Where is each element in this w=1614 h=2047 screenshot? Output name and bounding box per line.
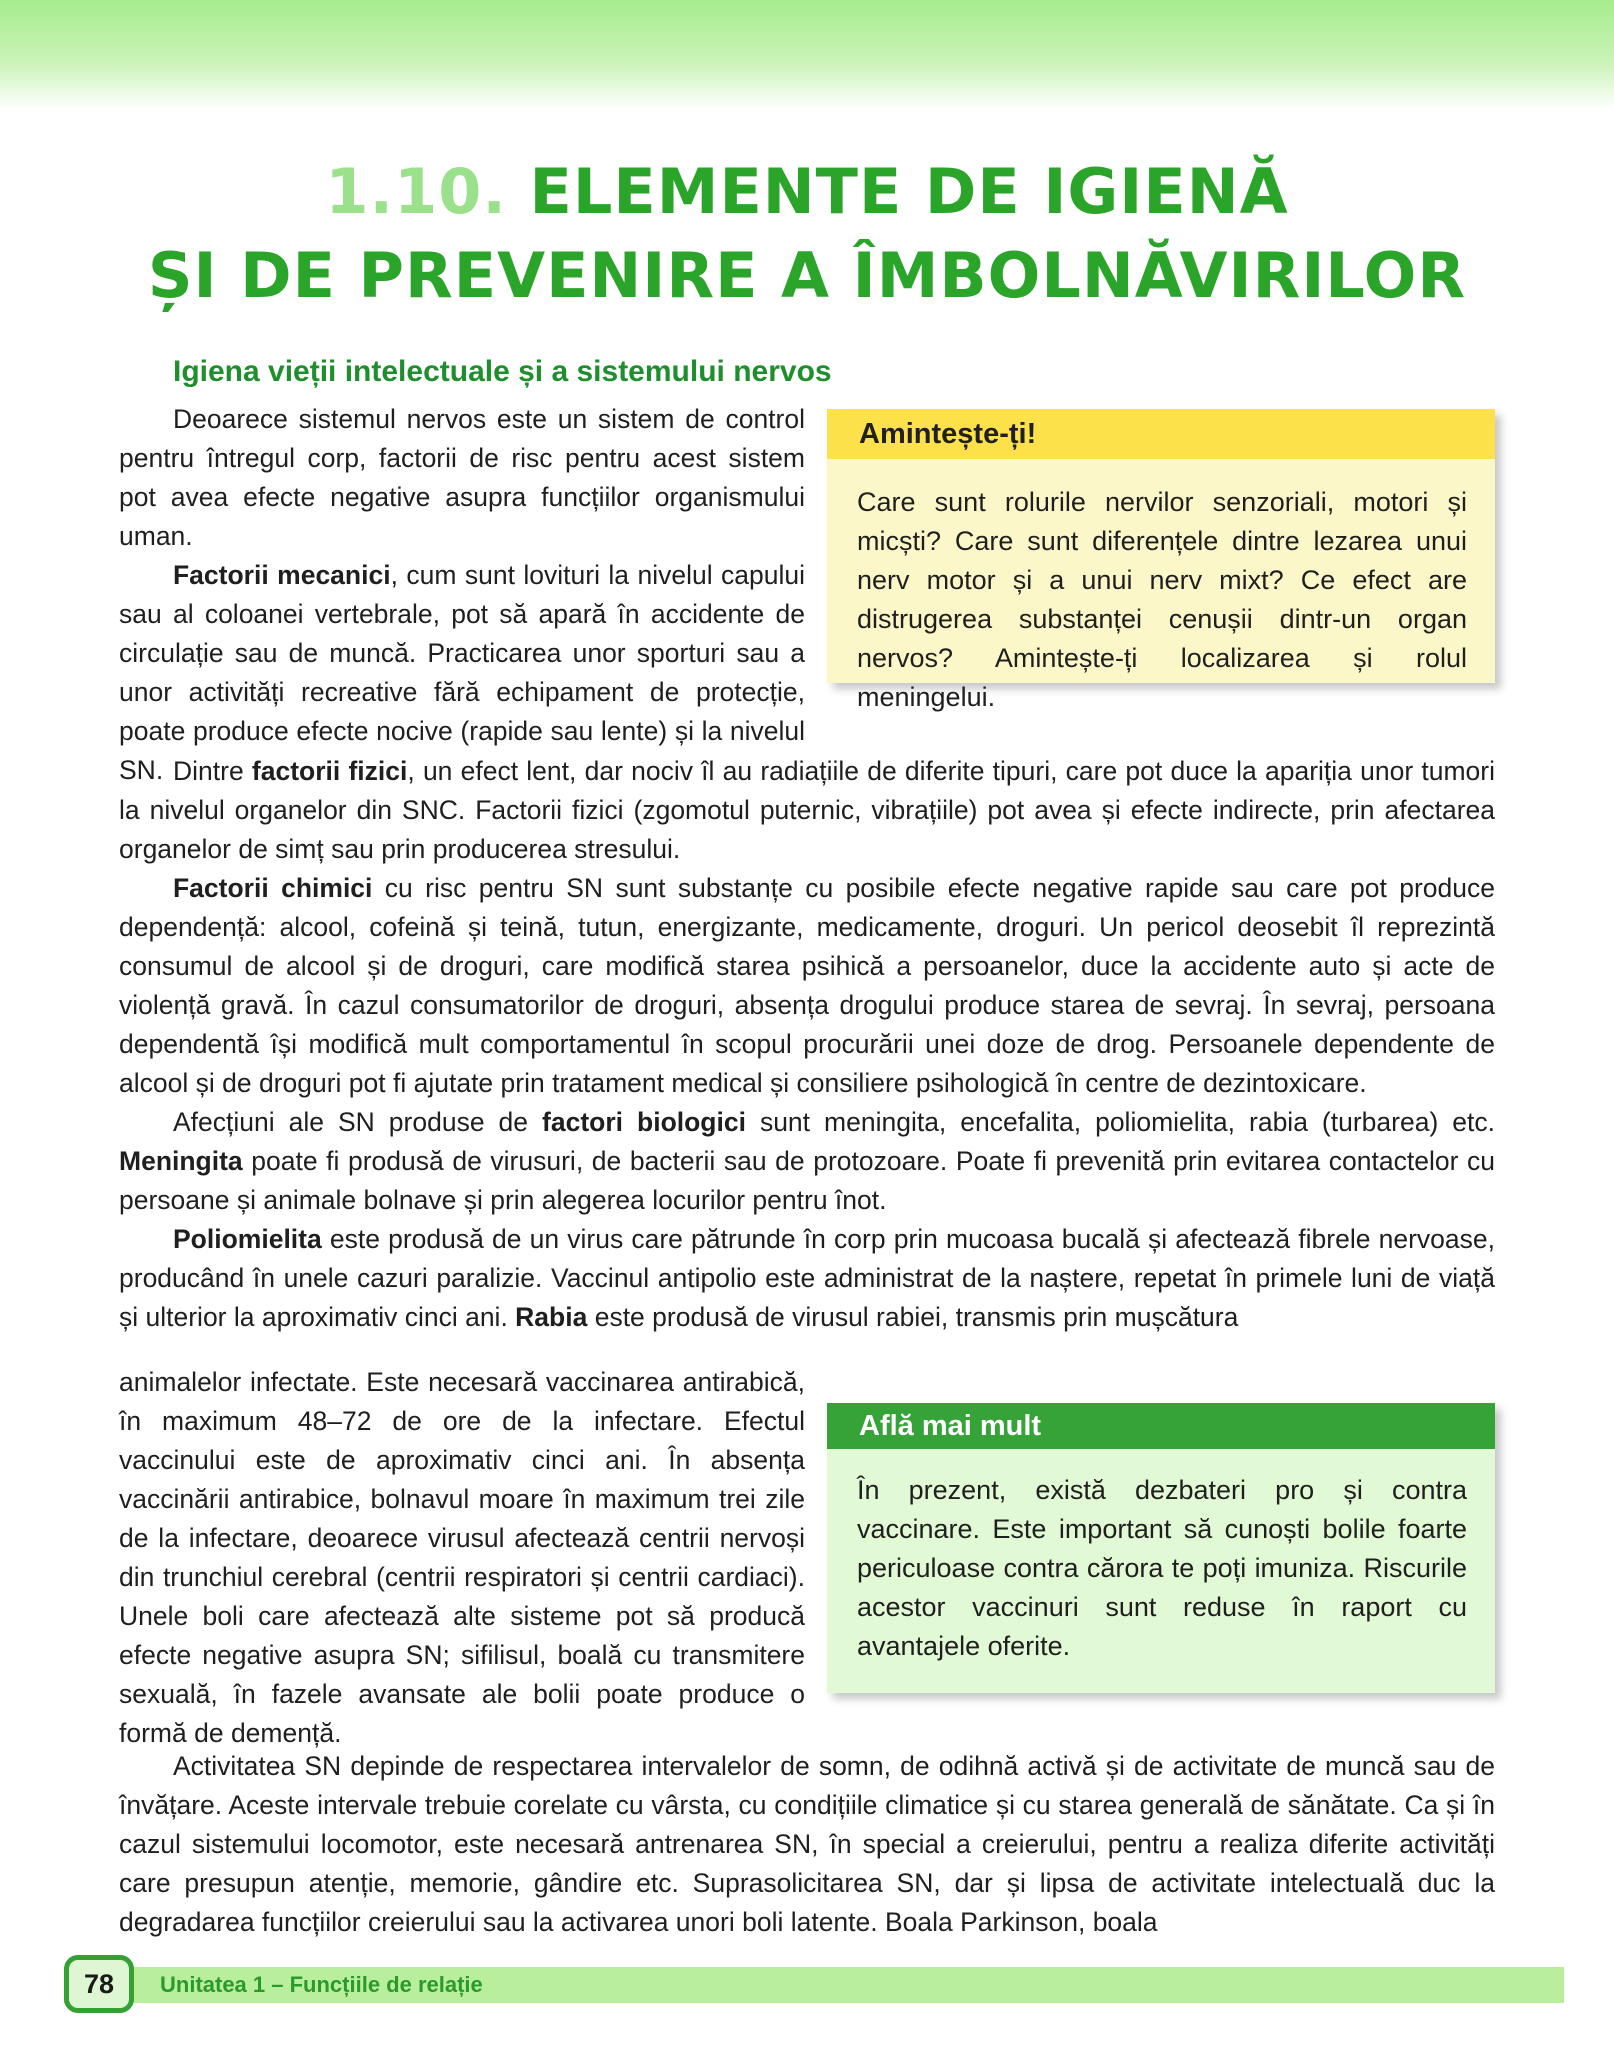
paragraph-physical-pre: Dintre	[173, 756, 252, 786]
paragraph-polio	[119, 1220, 1495, 1337]
title-line-2: ȘI DE PREVENIRE A ÎMBOLNĂVIRILOR	[147, 239, 1467, 312]
paragraph-chemical	[119, 869, 1495, 1103]
learn-more-box-title: Află mai mult	[827, 1403, 1495, 1449]
reminder-box-text: Care sunt rolurile nervilor senzoriali, motori și micști? Care sunt diferențele dintre lezarea unui nerv motor și a unui nerv mixt? Ce efect are distrugerea substanței cenușii dintr-un organ nervos? Amintește-ți localizarea și rolul meningelui.	[857, 487, 1467, 712]
paragraph-physical	[119, 752, 1495, 869]
footer-unit-title: Unitatea 1 – Funcțiile de relație	[160, 1972, 483, 1997]
left-column-text-2	[119, 1363, 805, 1753]
paragraph-biological-pre: Afecțiuni ale SN produse de	[173, 1107, 543, 1137]
page-title	[0, 150, 1614, 318]
term-mechanical: Factorii mecanici	[173, 560, 391, 590]
term-polio: Poliomielita	[173, 1224, 322, 1254]
paragraph-biological	[119, 1103, 1495, 1220]
term-biological: factori biologici	[542, 1107, 746, 1137]
paragraph-rabies-text: este produsă de virusul rabiei, transmis prin mușcătura	[587, 1302, 1239, 1332]
title-line-1: ELEMENTE DE IGIENĂ	[529, 155, 1289, 228]
paragraph-biological-text: poate fi produsă de virusuri, de bacterii sau de protozoare. Poate fi prevenită prin evitarea contactelor cu persoane și animale bolnave și prin alegerea locurilor pentru înot.	[119, 1146, 1495, 1215]
learn-more-box-text: În prezent, există dezbateri pro și contra vaccinare. Este important să cunoști bolile foarte periculoase contra cărora te poți imuniza. Riscurile acestor vaccinuri sunt reduse în raport cu avantajele oferite.	[857, 1475, 1467, 1661]
top-decor-band	[0, 0, 1614, 110]
main-text-block	[119, 752, 1495, 1337]
paragraph-activity: Activitatea SN depinde de respectarea intervalelor de somn, de odihnă activă și de activitate de muncă sau de învățare. Aceste intervale trebuie corelate cu vârsta, cu condițiile climatice și cu starea generală de sănătate. Ca și în cazul sistemului locomotor, este necesară antrenarea SN, în special a creierului, pentru a realiza diferite activități care presupun atenție, memorie, gândire etc. Suprasolicitarea SN, dar și lipsa de activitate intelectuală duc la degradarea funcțiilor creierului sau la activarea unori boli latente. Boala Parkinson, boala	[119, 1751, 1495, 1937]
paragraph-biological-mid: sunt meningita, encefalita, poliomielita, rabia (turbarea) etc.	[745, 1107, 1495, 1137]
paragraph-chemical-text: cu risc pentru SN sunt substanțe cu posibile efecte negative rapide sau care pot produce dependență: alcool, cofeină și teină, tutun, energizante, medicamente, droguri. Un pericol deosebit îl reprezintă consumul de alcool și de droguri, care modifică starea psihică a persoanelor, duce la accidente auto și acte de violență gravă. În cazul consumatorilor de droguri, absența drogului produce starea de sevraj. În sevraj, persoana dependentă își modifică mult comportamentul în scopul procurării unei doze de drog. Persoanele dependente de alcool și de droguri pot fi ajutate prin tratament medical și consiliere psihologică în centre de dezintoxicare.	[119, 873, 1495, 1098]
reminder-box-title: Amintește-ți!	[827, 409, 1495, 459]
page-number: 78	[64, 1955, 134, 2013]
paragraph-mechanical-text: , cum sunt lovituri la nivelul capului sau al coloanei vertebrale, pot să apară în accidente de circulație sau de muncă. Practicarea unor sporturi sau a unor activități recreative fără echipament de protecție, poate produce efecte nocive (rapide sau lente) și la nivelul SN.	[119, 560, 805, 785]
paragraph-physical-text: , un efect lent, dar nociv îl au radiațiile de diferite tipuri, care pot duce la apariția unor tumori la nivelul organelor din SNC. Factorii fizici (zgomotul puternic, vibrațiile) pot avea și efecte indirecte, prin afectarea organelor de simț sau prin producerea stresului.	[119, 756, 1495, 864]
paragraph-polio-text: este produsă de un virus care pătrunde în corp prin mucoasa bucală și afectează fibrele nervoase, producând în unele cazuri paralizie. Vaccinul antipolio este administrat de la naștere, repetat în primele luni de viață și ulterior la aproximativ cinci ani.	[119, 1224, 1495, 1332]
term-rabies: Rabia	[515, 1302, 588, 1332]
learn-more-box	[827, 1403, 1495, 1693]
left-column-text	[119, 400, 805, 790]
term-meningitis: Meningita	[119, 1146, 243, 1176]
paragraph-intro: Deoarece sistemul nervos este un sistem de control pentru întregul corp, factorii de risc pentru acest sistem pot avea efecte negative asupra funcțiilor organismului uman.	[119, 404, 805, 551]
bottom-text-block	[119, 1747, 1495, 1942]
term-chemical: Factorii chimici	[173, 873, 373, 903]
term-physical: factorii fizici	[251, 756, 408, 786]
chapter-number: 1.10.	[325, 155, 507, 228]
section-heading: Igiena vieții intelectuale și a sistemului nervos	[173, 355, 832, 388]
reminder-box	[827, 409, 1495, 712]
paragraph-rabies-continued: animalelor infectate. Este necesară vaccinarea antirabică, în maximum 48–72 de ore de la infectare. Efectul vaccinului este de aproximativ cinci ani. În absența vaccinării antirabice, bolnavul moare în maximum trei zile de la infectare, deoarece virusul afectează centrii nervoși din trunchiul cerebral (centrii respiratori și centrii cardiaci). Unele boli care afectează alte sisteme pot să producă efecte negative asupra SN; sifilisul, boală cu transmitere sexuală, în fazele avansate ale bolii poate produce o formă de demență.	[119, 1367, 805, 1748]
